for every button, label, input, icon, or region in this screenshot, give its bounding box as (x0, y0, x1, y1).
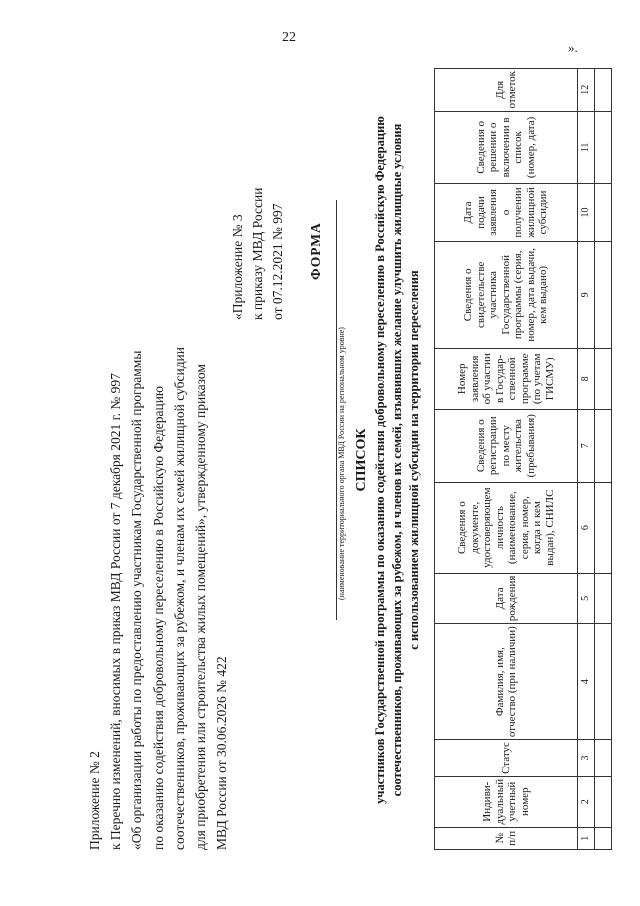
annex-2-block (84, 80, 232, 850)
annex-2-line: к Перечню изменений, вносимых в приказ МВД России от 7 декабря 2021 г. № 997 (108, 373, 124, 850)
table-empty-cell (595, 241, 612, 348)
table-number-cell: 3 (578, 740, 595, 777)
annex-3-line: к приказу МВД России (250, 187, 265, 320)
table-empty-cell (595, 740, 612, 777)
annex-2-line: МВД России от 30.06.2026 № 422 (214, 656, 230, 850)
org-name-caption: (наименование территориального органа МВД России на региональном уровне) (337, 327, 346, 600)
table-header-cell: Дата рождения (435, 573, 578, 624)
table-header-cell: Сведения о документе, удостоверяющем личность (наименование, серия, номер, когда и кем выдан), СНИЛС (435, 482, 578, 573)
form-label: ФОРМА (308, 222, 323, 280)
table-header-cell: Сведения о регистрации по месту жительства (пребывания) (435, 409, 578, 482)
table-number-cell: 4 (578, 624, 595, 740)
annex-3-line: «Приложение № 3 (230, 214, 245, 320)
table-header-cell: Сведения о свидетельстве участника Государственной программы (серия, номер, дата выдачи, кем выдано) (435, 241, 578, 348)
rotated-document (78, 40, 598, 880)
table-empty-cell (595, 776, 612, 827)
table-empty-cell (595, 69, 612, 112)
table-number-cell: 11 (578, 111, 595, 184)
table-number-cell: 2 (578, 776, 595, 827)
table-empty-row (595, 69, 612, 850)
annex-2-line: Приложение № 2 (87, 751, 102, 850)
table-header-cell: Статус (435, 740, 578, 777)
annex-3-line: от 07.12.2021 № 997 (270, 203, 285, 320)
table-empty-cell (595, 827, 612, 849)
annex-3-block (228, 188, 288, 320)
table-header-row (435, 69, 578, 850)
table-header-cell: Номер заявления об участии в Государ-ственной программе (по учетам ГИСМУ) (435, 348, 578, 409)
table-empty-cell (595, 409, 612, 482)
table-number-cell: 1 (578, 827, 595, 849)
table-empty-cell (595, 624, 612, 740)
table-number-cell: 9 (578, 241, 595, 348)
table-empty-cell (595, 184, 612, 242)
list-subtitle-line: соотечественников, проживающих за рубежом, и членов их семей, изъявивших желание улучшить жилищные условия (390, 123, 404, 797)
annex-2-line: для приобретения или строительства жилых помещений», утвержденному приказом (193, 364, 209, 850)
table-number-cell: 10 (578, 184, 595, 242)
participants-table (434, 68, 612, 850)
annex-2-line: по оказанию содействия добровольному переселению в Российскую Федерацию (150, 385, 166, 850)
list-subtitle-line: с использованием жилищной субсидии на территории переселения (407, 270, 421, 650)
table-header-cell: Индиви-дуальный учетный номер (435, 776, 578, 827)
table-header-cell: № п/п (435, 827, 578, 849)
table-empty-cell (595, 348, 612, 409)
page-number: 22 (282, 30, 296, 45)
table-number-cell: 8 (578, 348, 595, 409)
table-header-cell: Сведения о решении о включении в список (номер, дата) (435, 111, 578, 184)
list-title: СПИСОК (354, 428, 369, 492)
list-subtitle-line: участников Государственной программы по оказанию содействия добровольному переселению в Российскую Федерацию (373, 116, 387, 804)
table-empty-cell (595, 573, 612, 624)
table-header-cell: Для отметок (435, 69, 578, 112)
table-header-cell: Дата подачи заявления о получении жилищной субсидии (435, 184, 578, 242)
annex-2-line: соотечественников, проживающих за рубежом, и членам их семей жилищной субсидии (171, 346, 187, 850)
annex-2-line: «Об организации работы по предоставлению участникам Государственной программы (129, 350, 145, 850)
list-subtitle (372, 80, 423, 840)
table-number-cell: 12 (578, 69, 595, 112)
table-number-cell: 7 (578, 409, 595, 482)
table-empty-cell (595, 482, 612, 573)
table-number-cell: 5 (578, 573, 595, 624)
closing-quote: ». (568, 40, 578, 55)
table-empty-cell (595, 111, 612, 184)
table-number-cell: 6 (578, 482, 595, 573)
table-header-cell: Фамилия, имя, отчество (при наличии) (435, 624, 578, 740)
table-number-row (578, 69, 595, 850)
